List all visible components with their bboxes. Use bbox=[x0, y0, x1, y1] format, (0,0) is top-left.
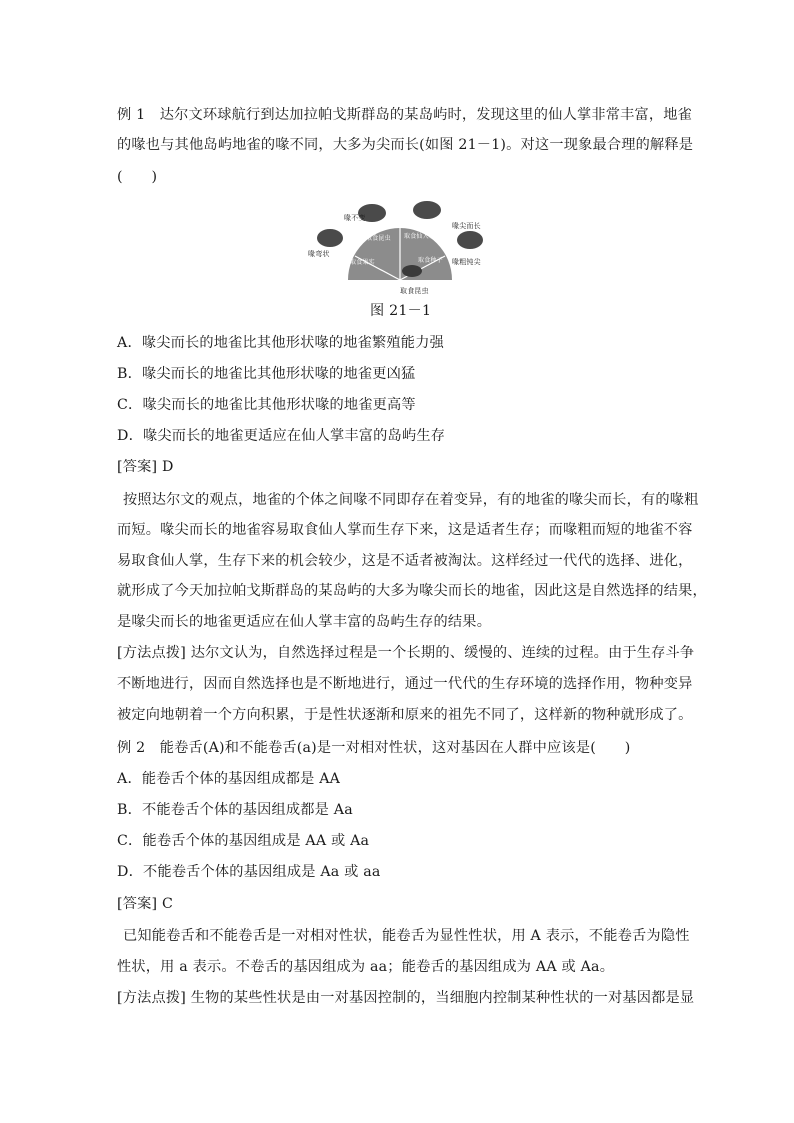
label-right: 喙粗钝尖 bbox=[452, 258, 481, 266]
example2-answer: [答案] C bbox=[117, 896, 174, 912]
example1-line2: 的喙也与其他岛屿地雀的喙不同，大多为尖而长(如图 21－1)。对这一现象最合理的解释是 bbox=[117, 137, 694, 153]
label-bottom: 取食昆虫 bbox=[400, 287, 429, 295]
example1-explanation-line: 按照达尔文的观点，地雀的个体之间喙不同即存在着变异，有的地雀的喙尖而长，有的喙粗 bbox=[123, 492, 699, 508]
finch-head-icon bbox=[457, 231, 483, 249]
label-top-right: 喙尖而长 bbox=[452, 222, 481, 230]
example2-method-line: [方法点拨] 生物的某些性状是由一对基因控制的，当细胞内控制某种性状的一对基因都是显 bbox=[117, 990, 695, 1006]
example1-method-line: [方法点拨] 达尔文认为，自然选择过程是一个长期的、缓慢的、连续的过程。由于生存斗争 bbox=[117, 645, 695, 661]
finch-head-icon bbox=[413, 201, 441, 219]
example2-option-a: A．能卷舌个体的基因组成都是 AA bbox=[117, 771, 341, 787]
example1-option-b: B．喙尖而长的地雀比其他形状喙的地雀更凶猛 bbox=[117, 366, 416, 382]
example1-explanation-line: 是喙尖而长的地雀更适应在仙人掌丰富的岛屿生存的结果。 bbox=[117, 614, 492, 630]
example1-option-d: D．喙尖而长的地雀更适应在仙人掌丰富的岛屿生存 bbox=[117, 428, 446, 444]
example1-explanation-line: 就形成了今天加拉帕戈斯群岛的某岛屿的大多为喙尖而长的地雀，因此这是自然选择的结果， bbox=[117, 583, 707, 599]
label-inner-bottom-left: 取食果实 bbox=[350, 259, 375, 266]
example1-option-a: A．喙尖而长的地雀比其他形状喙的地雀繁殖能力强 bbox=[117, 335, 444, 351]
example1-method-line: 不断地进行，因而自然选择也是不断地进行，通过一代代的生存环境的选择作用，物种变异 bbox=[117, 676, 693, 692]
label-inner-top-right: 取食仙人掌 bbox=[404, 233, 436, 240]
example2-explanation-line: 已知能卷舌和不能卷舌是一对相对性状，能卷舌为显性性状，用 A 表示，不能卷舌为隐性 bbox=[123, 928, 690, 944]
example2-option-b: B．不能卷舌个体的基因组成都是 Aa bbox=[117, 802, 353, 818]
example1-answer: [答案] D bbox=[117, 459, 174, 475]
example2-question: 例 2 能卷舌(A)和不能卷舌(a)是一对相对性状，这对基因在人群中应该是( ) bbox=[117, 740, 631, 756]
label-inner-bottom-right: 取食种子 bbox=[418, 257, 443, 264]
label-inner-top-left: 取食昆虫 bbox=[366, 235, 391, 242]
example1-line3: ( ) bbox=[117, 169, 158, 185]
finch-bird-icon bbox=[402, 265, 422, 277]
finch-beak-figure bbox=[300, 198, 500, 296]
example1-option-c: C．喙尖而长的地雀比其他形状喙的地雀更高等 bbox=[117, 397, 416, 413]
finch-head-icon bbox=[317, 229, 343, 247]
example1-method-line: 被定向地朝着一个方向积累，于是性状逐渐和原来的祖先不同了，这样新的物种就形成了。 bbox=[117, 707, 693, 723]
example2-explanation-line: 性状，用 a 表示。不卷舌的基因组成为 aa；能卷舌的基因组成为 AA 或 Aa。 bbox=[117, 959, 615, 975]
example2-option-d: D．不能卷舌个体的基因组成是 Aa 或 aa bbox=[117, 864, 381, 880]
example1-line1: 例 1 达尔文环球航行到达加拉帕戈斯群岛的某岛屿时，发现这里的仙人掌非常丰富，地雀 bbox=[117, 107, 693, 123]
example1-explanation-line: 而短。喙尖而长的地雀容易取食仙人掌而生存下来，这是适者生存；而喙粗而短的地雀不容 bbox=[117, 522, 693, 538]
example2-option-c: C．能卷舌个体的基因组成是 AA 或 Aa bbox=[117, 833, 370, 849]
example1-explanation-line: 易取食仙人掌，生存下来的机会较少，这是不适者被淘汰。这样经过一代代的选择、进化， bbox=[117, 553, 693, 569]
label-top-left: 喙不变 bbox=[344, 214, 366, 222]
figure-caption: 图 21－1 bbox=[370, 303, 432, 319]
label-left: 喙弯状 bbox=[308, 250, 330, 258]
